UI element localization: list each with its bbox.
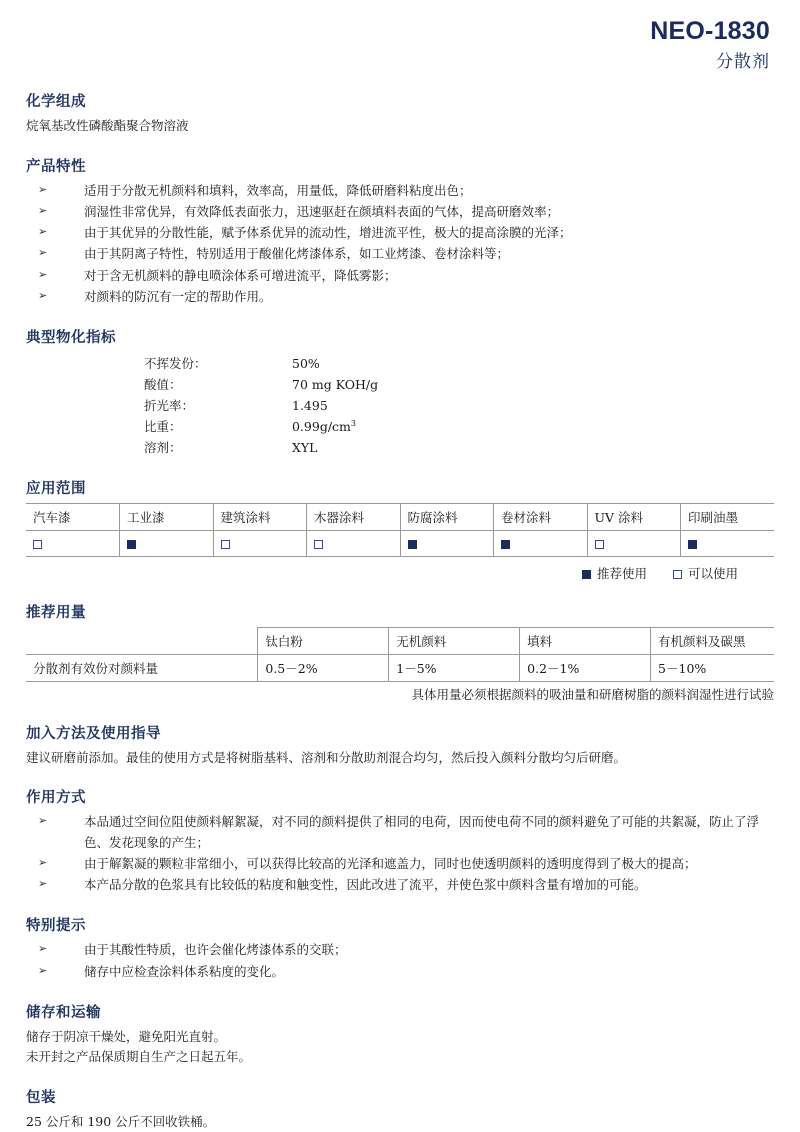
section-heading-packaging: 包装: [26, 1088, 56, 1106]
application-checkbox-cell[interactable]: [213, 531, 307, 557]
list-item-text: 由于其优异的分散性能，赋予体系优异的流动性，增进流平性，极大的提高涂膜的光泽；: [84, 225, 572, 241]
list-item: [26, 202, 774, 222]
spec-row: [144, 437, 774, 458]
application-column-header: 卷材涂料: [494, 504, 588, 531]
dosage-value-cell: 1－5%: [389, 655, 520, 682]
section-heading-typical-properties: 典型物化指标: [26, 329, 116, 347]
application-checkbox-cell[interactable]: [400, 531, 494, 557]
arrow-bullet-icon: ➢: [38, 855, 48, 869]
application-range-header-row: [26, 504, 774, 531]
dosage-value-cell: 0.2－1%: [520, 655, 651, 682]
product-features-list: [26, 181, 774, 308]
addition-method-text: 建议研磨前添加。最佳的使用方式是将树脂基料、溶剂和分散助剂混合均匀，然后投入颜料分散均匀后研磨。: [26, 750, 627, 766]
application-column-header: UV 涂料: [587, 504, 681, 531]
arrow-bullet-icon: ➢: [38, 203, 48, 217]
dosage-value-cell: 0.5－2%: [258, 655, 389, 682]
section-heading-special-notice: 特别提示: [26, 917, 86, 935]
spec-label: 比重：: [144, 419, 182, 435]
list-item: [26, 812, 774, 853]
spec-label: 不挥发份：: [144, 356, 207, 372]
application-checkbox-cell[interactable]: [587, 531, 681, 557]
spec-row: [144, 416, 774, 437]
mode-of-action-list: [26, 812, 774, 895]
dosage-corner-cell: [26, 628, 258, 655]
spec-label: 酸值：: [144, 377, 182, 393]
dosage-row-label: 分散剂有效份对颜料量: [26, 655, 258, 682]
section-heading-product-features: 产品特性: [26, 157, 86, 175]
spec-row: [144, 374, 774, 395]
filled-box-icon: [582, 570, 591, 579]
section-heading-mode-of-action: 作用方式: [26, 789, 86, 807]
arrow-bullet-icon: ➢: [38, 182, 48, 196]
application-checkbox-cell[interactable]: [681, 531, 775, 557]
empty-box-icon: [595, 540, 604, 549]
application-column-header: 建筑涂料: [213, 504, 307, 531]
arrow-bullet-icon: ➢: [38, 225, 48, 239]
spec-value: 1.495: [292, 398, 328, 414]
arrow-bullet-icon: ➢: [38, 288, 48, 302]
spec-value: 50%: [292, 356, 320, 372]
arrow-bullet-icon: ➢: [38, 267, 48, 281]
application-checkbox-cell[interactable]: [494, 531, 588, 557]
filled-box-icon: [688, 540, 697, 549]
list-item-text: 储存中应检查涂料体系粘度的变化。: [84, 963, 285, 979]
list-item: [26, 266, 774, 286]
arrow-bullet-icon: ➢: [38, 814, 48, 828]
application-checkbox-cell[interactable]: [120, 531, 214, 557]
application-checkbox-cell[interactable]: [26, 531, 120, 557]
recommended-dosage-value-row: [26, 655, 774, 682]
arrow-bullet-icon: ➢: [38, 963, 48, 977]
section-heading-application-range: 应用范围: [26, 480, 86, 498]
list-item: [26, 287, 774, 307]
legend-recommended-label: 推荐使用: [596, 566, 647, 582]
list-item-text: 润湿性非常优异，有效降低表面张力，迅速驱赶在颜填料表面的气体，提高研磨效率；: [84, 203, 560, 219]
legend-recommended: [582, 566, 647, 581]
typical-properties-list: [144, 353, 774, 458]
section-heading-addition-method: 加入方法及使用指导: [26, 725, 161, 743]
storage-line-1: 储存于阴凉干燥处，避免阳光直射。: [26, 1028, 227, 1044]
list-item: [26, 854, 774, 874]
recommended-dosage-header-row: [26, 628, 774, 655]
document-header: [26, 18, 774, 71]
spec-label: 折光率：: [144, 398, 195, 414]
application-range-table: [26, 503, 774, 557]
dosage-column-header: 钛白粉: [258, 628, 389, 655]
empty-box-icon: [673, 570, 682, 579]
application-column-header: 木器涂料: [307, 504, 401, 531]
list-item-text: 由于其酸性特质，也许会催化烤漆体系的交联；: [84, 942, 347, 958]
dosage-value-cell: 5－10%: [651, 655, 774, 682]
list-item-text: 适用于分散无机颜料和填料，效率高，用量低，降低研磨料粘度出色；: [84, 182, 472, 198]
application-column-header: 汽车漆: [26, 504, 120, 531]
filled-box-icon: [501, 540, 510, 549]
list-item: [26, 940, 774, 960]
arrow-bullet-icon: ➢: [38, 877, 48, 891]
empty-box-icon: [314, 540, 323, 549]
spec-row: [144, 395, 774, 416]
dosage-column-header: 无机颜料: [389, 628, 520, 655]
arrow-bullet-icon: ➢: [38, 942, 48, 956]
empty-box-icon: [221, 540, 230, 549]
recommended-dosage-note: 具体用量必须根据颜料的吸油量和研磨树脂的颜料润湿性进行试验: [411, 687, 774, 703]
legend-usable-label: 可以使用: [687, 566, 738, 582]
list-item: [26, 875, 774, 895]
special-notice-list: [26, 940, 774, 982]
product-subtitle: 分散剂: [716, 51, 770, 72]
list-item-text: 对于含无机颜料的静电喷涂体系可增进流平，降低雾影；: [84, 267, 397, 283]
list-item: [26, 962, 774, 982]
spec-row: [144, 353, 774, 374]
packaging-text: 25 公斤和 190 公斤不回收铁桶。: [26, 1113, 216, 1129]
application-column-header: 印刷油墨: [681, 504, 775, 531]
spec-value: $0.99g/cm^3$: [292, 418, 356, 435]
spec-value: 70 mg KOH/g: [292, 377, 379, 393]
recommended-dosage-table: [26, 627, 774, 682]
dosage-column-header: 有机颜料及碳黑: [651, 628, 774, 655]
section-heading-recommended-dosage: 推荐用量: [26, 604, 86, 622]
section-heading-storage-transport: 储存和运输: [26, 1003, 101, 1021]
list-item-text: 本产品分散的色浆具有比较低的粘度和触变性，因此改进了流平，并使色浆中颜料含量有增加的可能。: [84, 877, 647, 893]
list-item-text: 对颜料的防沉有一定的帮助作用。: [84, 288, 272, 304]
chemical-composition-text: 烷氧基改性磷酸酯聚合物溶液: [26, 118, 189, 134]
application-range-marks-row: [26, 531, 774, 557]
application-column-header: 工业漆: [120, 504, 214, 531]
filled-box-icon: [408, 540, 417, 549]
application-range-legend: [26, 564, 774, 582]
application-checkbox-cell[interactable]: [307, 531, 401, 557]
storage-line-2: 未开封之产品保质期自生产之日起五年。: [26, 1048, 252, 1064]
list-item: [26, 244, 774, 264]
filled-box-icon: [127, 540, 136, 549]
list-item: [26, 181, 774, 201]
application-column-header: 防腐涂料: [400, 504, 494, 531]
dosage-column-header: 填料: [520, 628, 651, 655]
list-item-text: 本品通过空间位阻使颜料解絮凝，对不同的颜料提供了相同的电荷，因而使电荷不同的颜料避免了可能的共絮凝，防止了浮色、发花现象的产生；: [84, 814, 760, 850]
product-code: NEO-1830: [650, 17, 770, 45]
empty-box-icon: [33, 540, 42, 549]
list-item-text: 由于解絮凝的颗粒非常细小，可以获得比较高的光泽和遮盖力，同时也使透明颜料的透明度得到了极大的提高；: [84, 855, 697, 871]
spec-label: 溶剂：: [144, 440, 182, 456]
list-item-text: 由于其阴离子特性，特别适用于酸催化烤漆体系，如工业烤漆、卷材涂料等；: [84, 246, 510, 262]
legend-usable: [673, 566, 738, 581]
list-item: [26, 223, 774, 243]
section-heading-chemical-composition: 化学组成: [26, 93, 86, 111]
spec-value: XYL: [292, 440, 318, 456]
arrow-bullet-icon: ➢: [38, 246, 48, 260]
